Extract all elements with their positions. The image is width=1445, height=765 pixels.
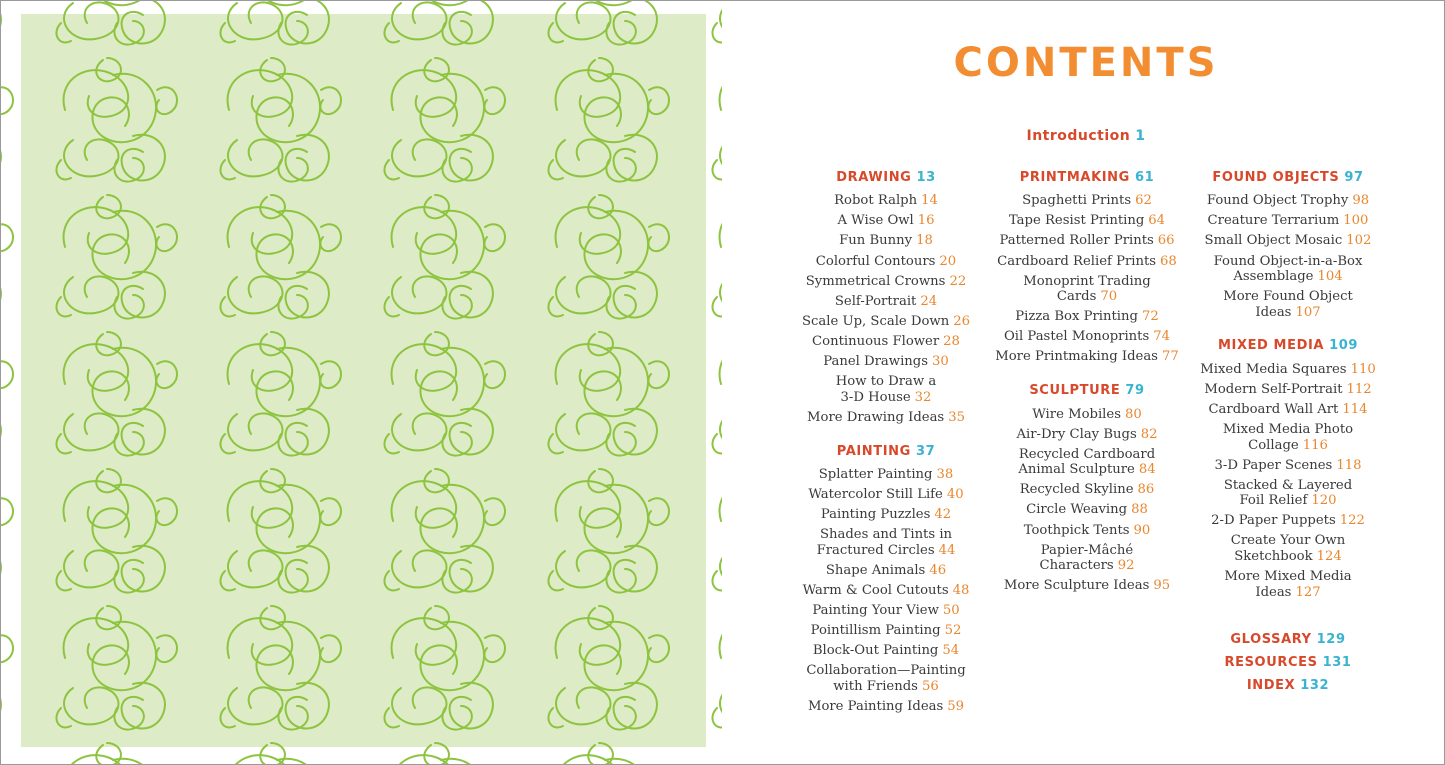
back-matter-entry[interactable] bbox=[1183, 628, 1393, 651]
toc-entry-title: 3-D Paper Scenes bbox=[1214, 457, 1333, 473]
toc-entry-title: Collaboration—Painting with Friends bbox=[806, 663, 966, 694]
introduction-page: 1 bbox=[1135, 128, 1146, 144]
toc-entry[interactable] bbox=[781, 560, 991, 580]
toc-entry[interactable] bbox=[781, 332, 991, 352]
toc-entry[interactable] bbox=[1183, 531, 1393, 567]
toc-entry-title: Oil Pastel Monoprints bbox=[1003, 329, 1150, 345]
toc-entry-page: 116 bbox=[1302, 437, 1328, 453]
toc-entry-title: Shape Animals bbox=[825, 562, 926, 578]
toc-entry-title: Warm & Cool Cutouts bbox=[802, 582, 949, 598]
section-heading-label: DRAWING bbox=[836, 170, 912, 185]
toc-entry-title: Recycled Cardboard Animal Sculpture bbox=[1018, 446, 1156, 478]
toc-entry-title: Stacked & Layered Foil Relief bbox=[1223, 477, 1353, 509]
back-matter-page: 129 bbox=[1316, 632, 1346, 648]
toc-entry[interactable] bbox=[982, 211, 1192, 231]
toc-entry-title: More Painting Ideas bbox=[807, 698, 944, 714]
toc-entry-page: 114 bbox=[1342, 401, 1368, 417]
toc-entry-title: Fun Bunny bbox=[839, 233, 913, 249]
section-heading[interactable] bbox=[982, 168, 1192, 188]
section-heading-page: 79 bbox=[1125, 383, 1145, 399]
toc-entry[interactable] bbox=[781, 641, 991, 661]
toc-entry-title: Watercolor Still Life bbox=[808, 486, 943, 502]
toc-entry-page: 77 bbox=[1161, 349, 1179, 365]
toc-entry[interactable] bbox=[982, 500, 1192, 520]
toc-entry-page: 107 bbox=[1295, 304, 1321, 320]
toc-entry-page: 24 bbox=[920, 293, 938, 309]
back-matter-page: 132 bbox=[1300, 678, 1330, 694]
toc-entry[interactable] bbox=[781, 407, 991, 427]
toc-entry-page: 30 bbox=[932, 354, 949, 370]
toc-entry-page: 16 bbox=[917, 213, 935, 229]
toc-entry[interactable] bbox=[1183, 511, 1393, 531]
toc-entry[interactable] bbox=[1183, 211, 1393, 231]
toc-entry-title: More Sculpture Ideas bbox=[1003, 578, 1150, 594]
toc-entry-page: 118 bbox=[1336, 457, 1362, 473]
toc-entry-page: 14 bbox=[921, 193, 938, 209]
back-matter-entry[interactable] bbox=[1183, 674, 1393, 697]
toc-entry-page: 28 bbox=[943, 333, 960, 349]
toc-entry-title: Recycled Skyline bbox=[1019, 482, 1134, 498]
toc-entry[interactable] bbox=[982, 231, 1192, 251]
toc-entry-page: 72 bbox=[1141, 309, 1159, 325]
toc-entry[interactable] bbox=[1183, 455, 1393, 475]
contents-column-1 bbox=[781, 168, 991, 717]
toc-entry[interactable] bbox=[781, 271, 991, 291]
toc-entry-page: 74 bbox=[1153, 329, 1171, 345]
toc-entry[interactable] bbox=[781, 291, 991, 311]
toc-entry-page: 32 bbox=[914, 389, 932, 405]
section-gap bbox=[982, 367, 1192, 381]
toc-entry-page: 52 bbox=[944, 622, 962, 638]
toc-entry-title: Painting Puzzles bbox=[820, 507, 931, 523]
toc-entry-page: 95 bbox=[1153, 578, 1171, 594]
toc-entry-title: Pointillism Painting bbox=[810, 622, 941, 638]
toc-entry[interactable] bbox=[781, 601, 991, 621]
toc-entry[interactable] bbox=[1183, 359, 1393, 379]
toc-entry-page: 70 bbox=[1100, 289, 1118, 305]
toc-entry-page: 20 bbox=[939, 253, 957, 269]
toc-entry-title: How to Draw a 3-D House bbox=[835, 374, 937, 405]
section-heading-page: 61 bbox=[1134, 170, 1155, 185]
toc-entry[interactable] bbox=[781, 621, 991, 641]
toc-entry[interactable] bbox=[781, 211, 991, 231]
toc-entry-title: Cardboard Relief Prints bbox=[997, 253, 1157, 269]
toc-entry-title: Modern Self-Portrait bbox=[1204, 381, 1343, 397]
toc-entry[interactable] bbox=[781, 525, 991, 561]
toc-entry-page: 90 bbox=[1133, 522, 1151, 538]
toc-entry-title: Circle Weaving bbox=[1026, 502, 1128, 518]
toc-entry[interactable] bbox=[982, 251, 1192, 271]
toc-entry-title: Creature Terrarium bbox=[1207, 213, 1340, 229]
toc-entry-title: Mixed Media Squares bbox=[1200, 361, 1347, 377]
section-heading-page: 13 bbox=[916, 170, 936, 185]
toc-entry-title: Toothpick Tents bbox=[1023, 522, 1130, 538]
toc-entry-title: Splatter Painting bbox=[818, 466, 933, 482]
toc-entry-title: Self-Portrait bbox=[834, 293, 917, 309]
section-heading-label: FOUND OBJECTS bbox=[1212, 170, 1340, 185]
toc-entry-page: 26 bbox=[953, 313, 970, 329]
toc-entry-page: 40 bbox=[946, 486, 964, 502]
toc-entry[interactable] bbox=[982, 576, 1192, 596]
toc-entry-title: Found Object-in-a-Box Assemblage bbox=[1213, 253, 1363, 285]
toc-entry-title: Shades and Tints in Fractured Circles bbox=[816, 527, 953, 558]
section-heading[interactable] bbox=[1183, 168, 1393, 188]
toc-entry-title: Create Your Own Sketchbook bbox=[1230, 533, 1346, 564]
toc-entry-title: Found Object Trophy bbox=[1206, 193, 1349, 209]
toc-entry-page: 88 bbox=[1131, 502, 1148, 518]
toc-entry[interactable] bbox=[1183, 380, 1393, 400]
toc-entry[interactable] bbox=[982, 191, 1192, 211]
back-matter-label: GLOSSARY bbox=[1230, 632, 1312, 648]
toc-entry[interactable] bbox=[781, 312, 991, 332]
toc-entry[interactable] bbox=[1183, 231, 1393, 251]
toc-entry[interactable] bbox=[781, 231, 991, 251]
toc-entry[interactable] bbox=[781, 505, 991, 525]
toc-entry-page: 62 bbox=[1135, 193, 1152, 209]
toc-entry-title: Wire Mobiles bbox=[1032, 406, 1121, 422]
toc-entry[interactable] bbox=[982, 444, 1192, 480]
toc-entry-page: 46 bbox=[929, 562, 947, 578]
toc-entry[interactable] bbox=[781, 352, 991, 372]
back-matter-page: 131 bbox=[1322, 655, 1352, 671]
toc-entry-title: Pizza Box Printing bbox=[1015, 309, 1138, 325]
toc-entry-page: 122 bbox=[1339, 513, 1365, 529]
toc-entry-title: Cardboard Wall Art bbox=[1208, 401, 1339, 417]
toc-entry-title: Monoprint Trading Cards bbox=[1023, 273, 1151, 305]
section-gap bbox=[1183, 322, 1393, 336]
toc-entry[interactable] bbox=[1183, 400, 1393, 420]
toc-entry-page: 124 bbox=[1316, 548, 1342, 564]
toc-entry[interactable] bbox=[982, 424, 1192, 444]
toc-entry-page: 54 bbox=[942, 643, 960, 659]
toc-entry-title: Symmetrical Crowns bbox=[805, 273, 946, 289]
toc-entry-title: Panel Drawings bbox=[823, 354, 929, 370]
toc-entry-page: 35 bbox=[948, 409, 965, 425]
toc-entry[interactable] bbox=[1183, 567, 1393, 603]
section-heading-page: 97 bbox=[1344, 170, 1364, 185]
section-heading[interactable] bbox=[781, 442, 991, 462]
toc-entry[interactable] bbox=[781, 465, 991, 485]
toc-entry-page: 48 bbox=[952, 582, 970, 598]
toc-entry-page: 86 bbox=[1137, 482, 1155, 498]
toc-entry[interactable] bbox=[982, 271, 1192, 307]
section-heading[interactable] bbox=[1183, 336, 1393, 356]
toc-entry-title: Colorful Contours bbox=[815, 253, 936, 269]
toc-entry-page: 92 bbox=[1117, 558, 1135, 574]
section-heading-label: PAINTING bbox=[836, 443, 911, 459]
toc-entry[interactable] bbox=[781, 251, 991, 271]
back-matter-label: INDEX bbox=[1246, 678, 1296, 694]
toc-entry-page: 22 bbox=[949, 273, 967, 289]
toc-entry-page: 66 bbox=[1157, 233, 1175, 249]
toc-entry[interactable] bbox=[1183, 251, 1393, 287]
section-heading[interactable] bbox=[781, 168, 991, 188]
toc-entry-page: 110 bbox=[1350, 361, 1376, 377]
toc-entry[interactable] bbox=[982, 404, 1192, 424]
toc-entry-page: 100 bbox=[1343, 213, 1369, 229]
toc-entry[interactable] bbox=[982, 307, 1192, 327]
toc-entry-title: More Drawing Ideas bbox=[807, 409, 945, 425]
toc-entry-title: A Wise Owl bbox=[837, 213, 914, 229]
toc-entry-page: 44 bbox=[938, 542, 956, 558]
toc-entry[interactable] bbox=[781, 372, 991, 408]
toc-entry-title: More Found Object Ideas bbox=[1223, 289, 1353, 320]
toc-entry-title: More Printmaking Ideas bbox=[995, 349, 1158, 365]
toc-entry-page: 82 bbox=[1140, 426, 1158, 442]
toc-entry[interactable] bbox=[1183, 420, 1393, 456]
toc-entry-title: Block-Out Painting bbox=[812, 643, 939, 659]
section-gap bbox=[781, 428, 991, 442]
toc-entry-page: 56 bbox=[921, 678, 939, 694]
toc-entry-title: Small Object Mosaic bbox=[1204, 233, 1343, 249]
toc-entry[interactable] bbox=[781, 661, 991, 697]
section-heading-page: 109 bbox=[1329, 338, 1359, 354]
toc-entry[interactable] bbox=[781, 581, 991, 601]
back-matter-label: RESOURCES bbox=[1224, 655, 1318, 671]
contents-title: CONTENTS bbox=[953, 40, 1219, 86]
toc-entry-page: 120 bbox=[1311, 493, 1337, 509]
toc-entry-page: 38 bbox=[936, 466, 954, 482]
toc-entry[interactable] bbox=[781, 485, 991, 505]
toc-entry-page: 59 bbox=[947, 698, 965, 714]
toc-entry-page: 42 bbox=[934, 507, 952, 523]
toc-entry[interactable] bbox=[1183, 191, 1393, 211]
toc-entry-page: 50 bbox=[942, 602, 960, 618]
toc-entry[interactable] bbox=[982, 540, 1192, 576]
toc-entry-page: 18 bbox=[916, 233, 933, 249]
toc-entry-title: Spaghetti Prints bbox=[1022, 193, 1132, 209]
toc-entry[interactable] bbox=[781, 696, 991, 716]
toc-entry[interactable] bbox=[781, 191, 991, 211]
toc-entry-page: 102 bbox=[1346, 233, 1372, 249]
toc-entry-title: Robot Ralph bbox=[834, 193, 918, 209]
toc-entry-page: 64 bbox=[1148, 213, 1166, 229]
toc-entry-page: 104 bbox=[1317, 269, 1343, 285]
toc-entry-page: 84 bbox=[1138, 462, 1156, 478]
toc-entry[interactable] bbox=[1183, 475, 1393, 511]
section-heading-label: MIXED MEDIA bbox=[1217, 338, 1325, 354]
toc-entry-title: Painting Your View bbox=[812, 602, 939, 618]
toc-entry-title: More Mixed Media Ideas bbox=[1224, 569, 1352, 600]
section-heading-label: SCULPTURE bbox=[1029, 383, 1121, 399]
toc-entry[interactable] bbox=[1183, 287, 1393, 323]
toc-entry-title: Patterned Roller Prints bbox=[999, 233, 1154, 249]
toc-entry[interactable] bbox=[982, 327, 1192, 347]
toc-entry[interactable] bbox=[982, 520, 1192, 540]
toc-entry[interactable] bbox=[982, 480, 1192, 500]
section-heading-label: PRINTMAKING bbox=[1019, 170, 1130, 185]
introduction-label: Introduction bbox=[1026, 128, 1131, 144]
introduction-entry[interactable] bbox=[930, 128, 1242, 144]
contents-column-3 bbox=[1183, 168, 1393, 697]
toc-entry-title: 2-D Paper Puppets bbox=[1211, 513, 1336, 529]
toc-entry-title: Papier-Mâché Characters bbox=[1039, 542, 1134, 574]
toc-entry-title: Scale Up, Scale Down bbox=[801, 313, 950, 329]
toc-entry-title: Tape Resist Printing bbox=[1008, 213, 1145, 229]
section-heading[interactable] bbox=[982, 381, 1192, 401]
toc-entry-title: Air-Dry Clay Bugs bbox=[1016, 426, 1137, 442]
toc-entry-title: Mixed Media Photo Collage bbox=[1222, 422, 1354, 453]
toc-entry[interactable] bbox=[982, 347, 1192, 367]
section-gap bbox=[1183, 602, 1393, 628]
contents-column-2 bbox=[982, 168, 1192, 596]
toc-entry-page: 112 bbox=[1346, 381, 1372, 397]
toc-entry-page: 68 bbox=[1160, 253, 1177, 269]
toc-entry-title: Continuous Flower bbox=[812, 333, 940, 349]
toc-entry-page: 80 bbox=[1124, 406, 1142, 422]
back-matter-entry[interactable] bbox=[1183, 651, 1393, 674]
toc-entry-page: 98 bbox=[1352, 193, 1370, 209]
toc-entry-page: 127 bbox=[1295, 584, 1321, 600]
section-heading-page: 37 bbox=[915, 443, 936, 459]
